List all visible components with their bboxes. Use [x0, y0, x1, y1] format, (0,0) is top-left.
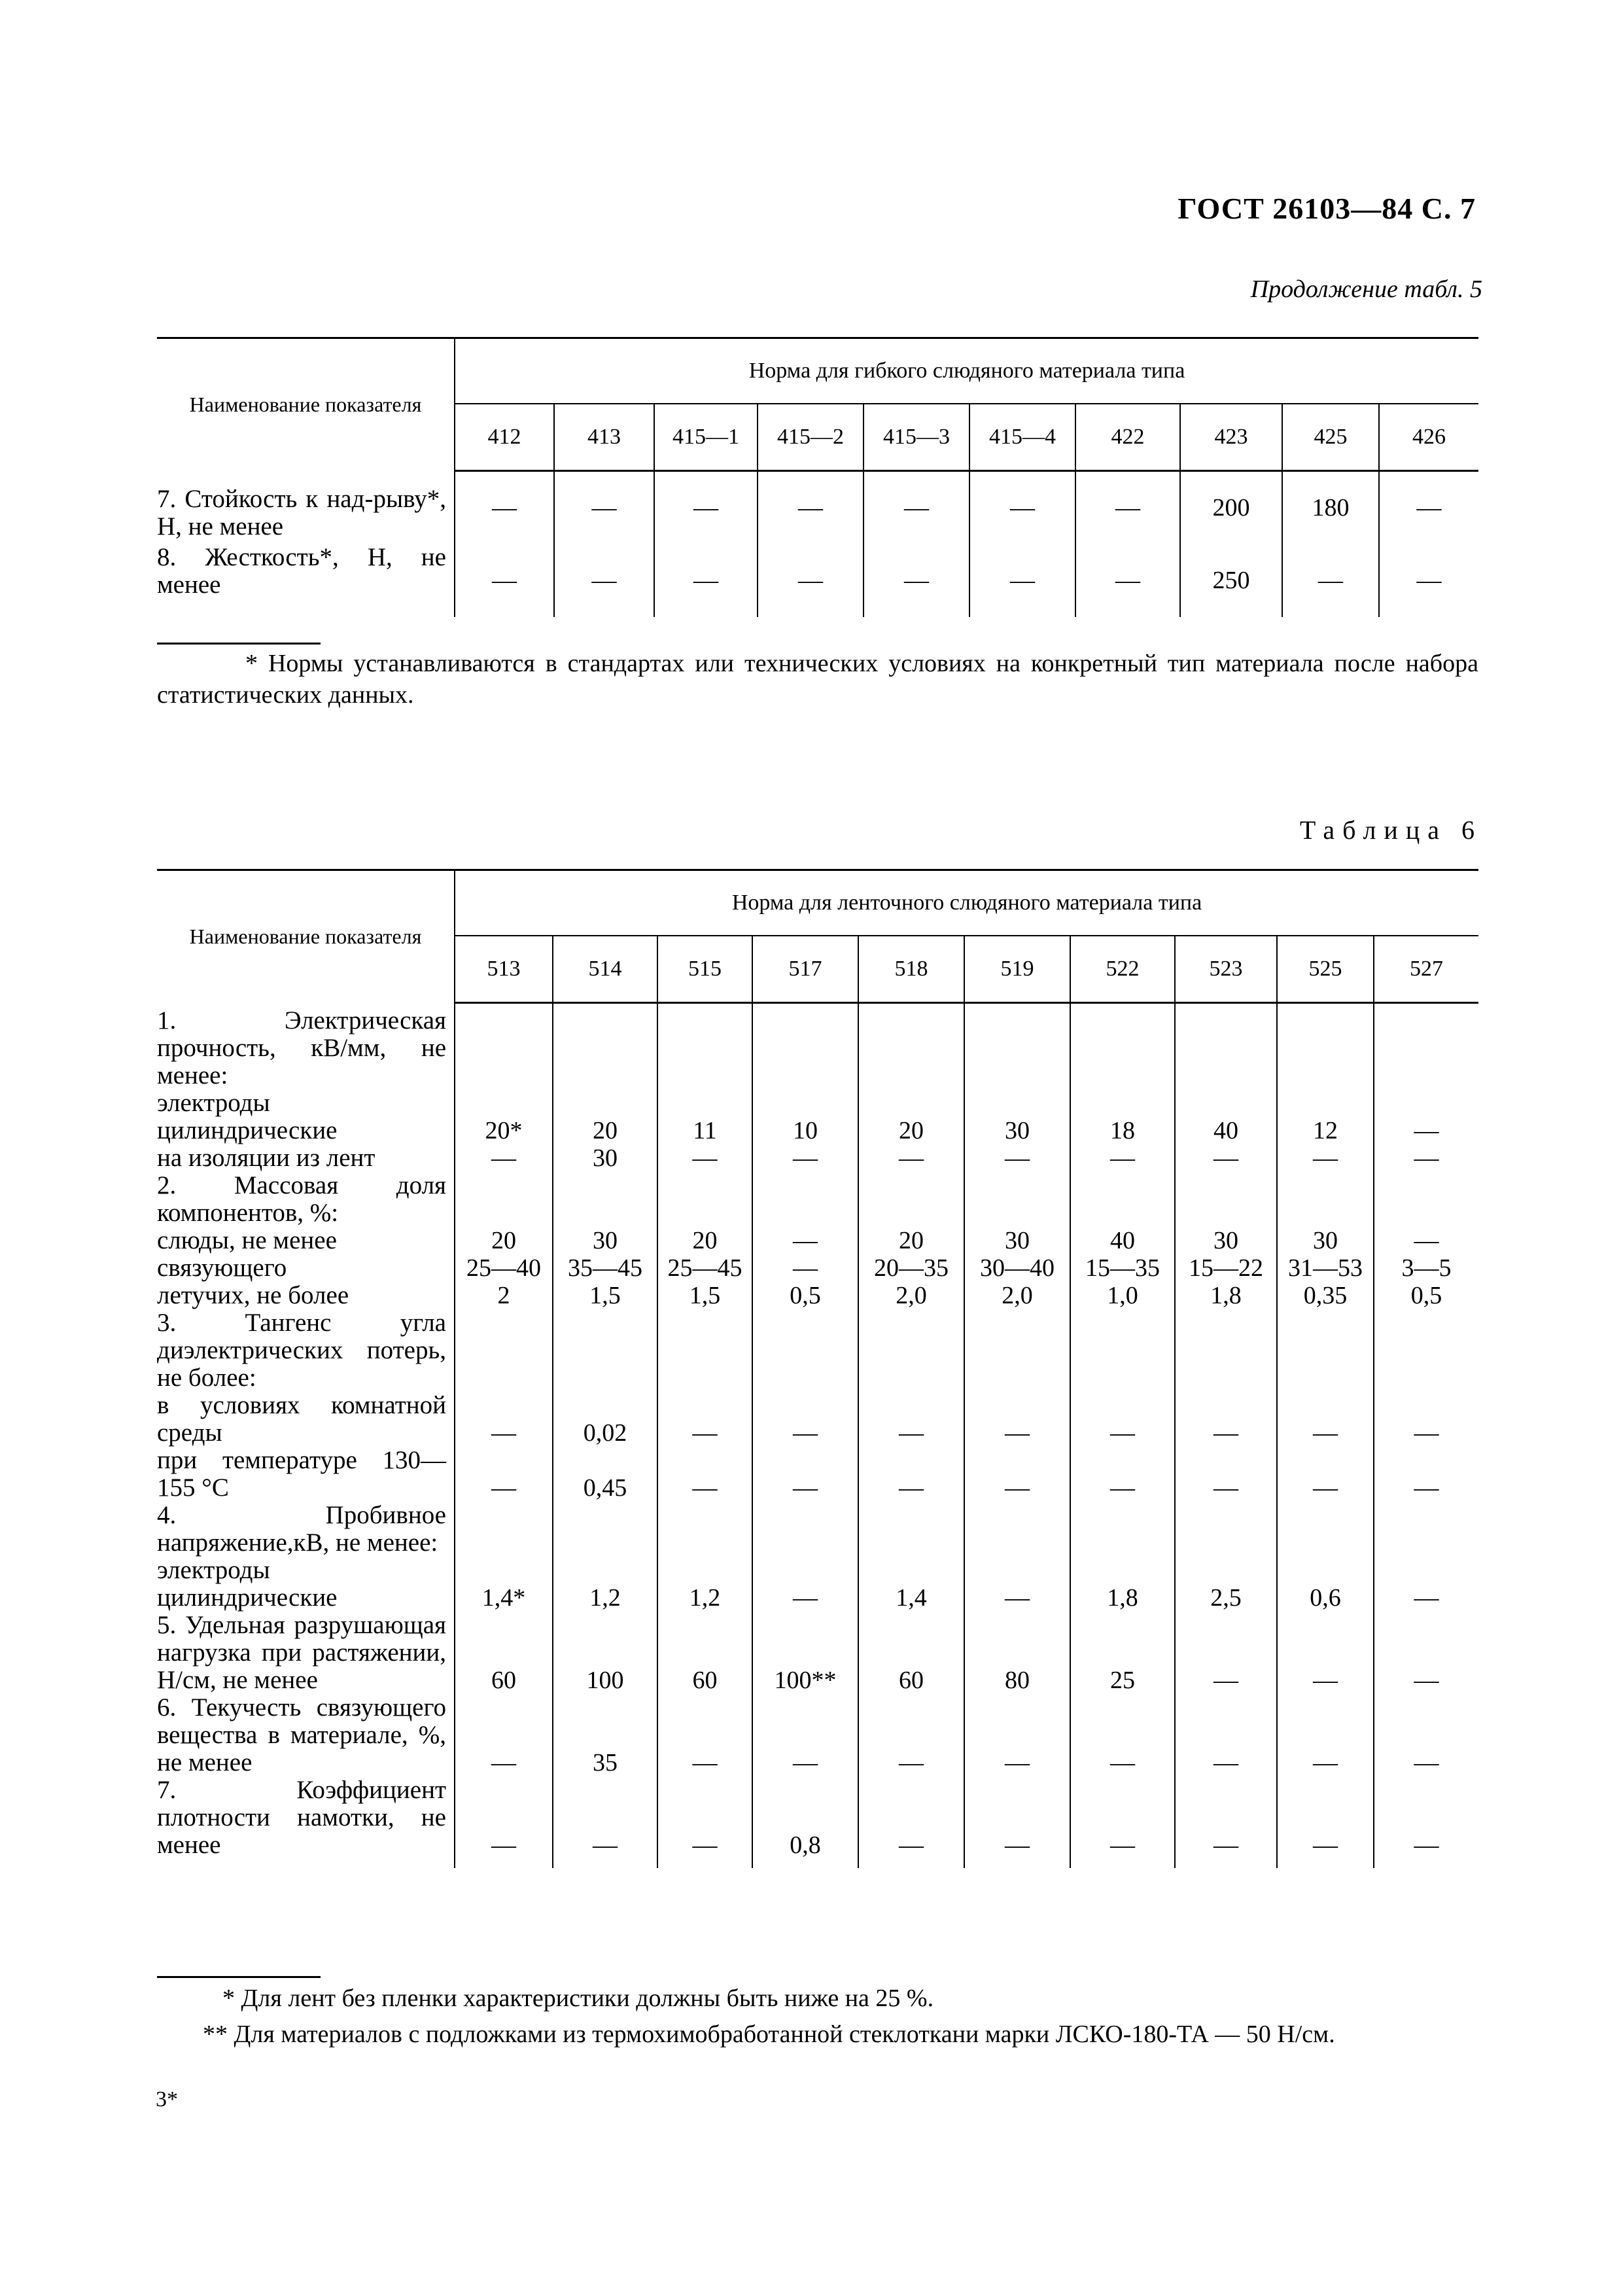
table-cell: 3—5: [1374, 1254, 1478, 1282]
table-cell: —: [657, 1447, 752, 1502]
footnote-divider: [157, 1976, 321, 1978]
table-cell-empty: [752, 1502, 858, 1557]
row-label: 5. Удельная разрушающая нагрузка при растяжении, Н/см, не менее: [157, 1610, 446, 1694]
table-cell: —: [752, 1447, 858, 1502]
table-cell: —: [1374, 1557, 1478, 1612]
row-label: 7. Стойкость к над-рыву*, Н, не менее: [157, 484, 446, 540]
column-header-norm: Норма для гибкого слюдяного материала типа: [455, 338, 1478, 404]
table-cell: —: [1277, 1447, 1374, 1502]
table-cell: 0,6: [1277, 1557, 1374, 1612]
table-cell: 30: [964, 1089, 1070, 1144]
table-cell: —: [758, 544, 864, 617]
table-cell: —: [964, 1694, 1070, 1776]
table-cell-empty: [1374, 1309, 1478, 1392]
table-cell: 0,5: [752, 1282, 858, 1309]
row-label: летучих, не более: [157, 1280, 349, 1309]
table-cell-empty: [1070, 1003, 1175, 1089]
table-cell-empty: [1070, 1309, 1175, 1392]
table-cell: —: [1374, 1227, 1478, 1254]
table-cell: 12: [1277, 1089, 1374, 1144]
column-code-header: 527: [1374, 936, 1478, 1003]
table-cell: —: [554, 471, 654, 544]
table-cell: —: [858, 1447, 964, 1502]
table-cell-empty: [657, 1309, 752, 1392]
table-cell: 1,2: [553, 1557, 657, 1612]
table-row: [157, 1089, 1478, 1144]
table-cell: —: [1075, 471, 1180, 544]
table-cell: 60: [455, 1612, 553, 1694]
table-cell: —: [1070, 1447, 1175, 1502]
table-cell: 0,02: [553, 1392, 657, 1447]
table-cell: 20*: [455, 1089, 553, 1144]
table-cell-empty: [858, 1502, 964, 1557]
table-cell: —: [964, 1392, 1070, 1447]
table-row: [157, 1282, 1478, 1309]
table-row: [157, 1254, 1478, 1282]
row-label: связующего: [157, 1253, 287, 1282]
column-code-header: 517: [752, 936, 858, 1003]
table-cell: —: [553, 1776, 657, 1868]
table-cell-empty: [553, 1003, 657, 1089]
table-cell: —: [654, 544, 758, 617]
table-cell: —: [1277, 1694, 1374, 1776]
column-code-header: 415—1: [654, 404, 758, 471]
table-cell: 1,8: [1175, 1282, 1277, 1309]
table-cell: 25—45: [657, 1254, 752, 1282]
table-cell-empty: [752, 1003, 858, 1089]
table-cell: —: [1175, 1392, 1277, 1447]
table-cell-empty: [1277, 1172, 1374, 1227]
table-cell: 2: [455, 1282, 553, 1309]
column-header-indicator: Наименование показателя: [157, 870, 455, 1003]
table-cell: 2,0: [858, 1282, 964, 1309]
table-cell: —: [455, 1447, 553, 1502]
table-cell: —: [1277, 1392, 1374, 1447]
table-cell: 60: [657, 1612, 752, 1694]
group-row: [157, 1309, 1478, 1392]
table-cell: 1,5: [657, 1282, 752, 1309]
table-cell: 0,35: [1277, 1282, 1374, 1309]
table-cell-empty: [553, 1502, 657, 1557]
table-cell: 15—35: [1070, 1254, 1175, 1282]
table-cell: —: [554, 544, 654, 617]
row-label: электроды цилиндрические: [157, 1088, 338, 1144]
table-cell-empty: [964, 1309, 1070, 1392]
table-cell: 2,5: [1175, 1557, 1277, 1612]
table-cell: 20: [858, 1227, 964, 1254]
column-code-header: 523: [1175, 936, 1277, 1003]
column-code-header: 413: [554, 404, 654, 471]
row-label: при температуре 130—155 °С: [157, 1445, 446, 1502]
table-cell: —: [969, 471, 1075, 544]
table-cell-empty: [964, 1172, 1070, 1227]
table-5-footnote: * Нормы устанавливаются в стандартах или технических условиях на конкретный тип материала после набора статистических данных.: [157, 650, 1478, 709]
table-cell-empty: [1070, 1502, 1175, 1557]
page-mark: 3*: [156, 2087, 178, 2111]
table-cell: 35—45: [553, 1254, 657, 1282]
table-row: [157, 1144, 1478, 1172]
table-cell: 30: [1175, 1227, 1277, 1254]
table-cell: —: [864, 471, 969, 544]
table-cell: 0,5: [1374, 1282, 1478, 1309]
table-cell-empty: [657, 1502, 752, 1557]
table-cell-empty: [455, 1003, 553, 1089]
table-row: [157, 1612, 1478, 1694]
column-code-header: 426: [1379, 404, 1478, 471]
table-cell: —: [964, 1776, 1070, 1868]
group-row: [157, 1502, 1478, 1557]
table-cell-empty: [455, 1309, 553, 1392]
table-cell: 1,0: [1070, 1282, 1175, 1309]
group-title: 1. Электрическая прочность, кВ/мм, не менее:: [157, 1006, 446, 1089]
table-cell: —: [1070, 1694, 1175, 1776]
table-5: [157, 337, 1478, 617]
group-title: 3. Тангенс угла диэлектрических потерь, не более:: [157, 1308, 446, 1392]
row-label: 6. Текучесть связующего вещества в материале, %, не менее: [157, 1693, 446, 1776]
table-cell: —: [969, 544, 1075, 617]
table-row: [157, 1557, 1478, 1612]
group-row: [157, 1003, 1478, 1089]
table-cell: —: [858, 1392, 964, 1447]
table-cell: —: [455, 544, 554, 617]
table-cell: —: [1374, 1776, 1478, 1868]
column-code-header: 415—4: [969, 404, 1075, 471]
table-cell: —: [858, 1776, 964, 1868]
table-cell: —: [864, 544, 969, 617]
table-cell: 25: [1070, 1612, 1175, 1694]
table-cell-empty: [752, 1172, 858, 1227]
table-row: [157, 471, 1478, 544]
table-cell-empty: [1374, 1502, 1478, 1557]
table-cell-empty: [858, 1003, 964, 1089]
footnote-divider: [157, 643, 321, 645]
table-cell-empty: [1374, 1172, 1478, 1227]
table-cell: 20: [858, 1089, 964, 1144]
column-code-header: 515: [657, 936, 752, 1003]
table-cell: 18: [1070, 1089, 1175, 1144]
column-code-header: 514: [553, 936, 657, 1003]
table-cell-empty: [657, 1003, 752, 1089]
table-cell: —: [1374, 1144, 1478, 1172]
table-continuation-label: Продолжение табл. 5: [1250, 275, 1482, 303]
column-code-header: 423: [1180, 404, 1282, 471]
table-cell-empty: [1277, 1309, 1374, 1392]
table-row: [157, 1776, 1478, 1868]
table-cell: 30: [553, 1227, 657, 1254]
table-cell: 1,8: [1070, 1557, 1175, 1612]
table-cell-empty: [964, 1502, 1070, 1557]
table-cell: 30: [1277, 1227, 1374, 1254]
table-cell: 200: [1180, 471, 1282, 544]
table-cell: —: [1282, 544, 1379, 617]
column-code-header: 519: [964, 936, 1070, 1003]
table-cell: —: [1374, 1612, 1478, 1694]
table-6-label: Таблица 6: [1299, 815, 1482, 845]
row-label: в условиях комнатной среды: [157, 1390, 446, 1447]
document-header: ГОСТ 26103—84 С. 7: [1178, 192, 1476, 225]
table-cell: —: [752, 1557, 858, 1612]
table-cell: 20: [553, 1089, 657, 1144]
column-code-header: 518: [858, 936, 964, 1003]
column-code-header: 412: [455, 404, 554, 471]
table-cell: —: [1374, 1392, 1478, 1447]
column-code-header: 525: [1277, 936, 1374, 1003]
table-cell: —: [964, 1557, 1070, 1612]
table-cell-empty: [858, 1309, 964, 1392]
table-row: [157, 1694, 1478, 1776]
table-cell-empty: [1277, 1502, 1374, 1557]
table-cell: —: [1175, 1144, 1277, 1172]
column-code-header: 415—3: [864, 404, 969, 471]
table-cell: —: [1379, 544, 1478, 617]
table-cell: —: [1374, 1447, 1478, 1502]
table-cell: 60: [858, 1612, 964, 1694]
table-cell-empty: [1374, 1003, 1478, 1089]
column-code-header: 415—2: [758, 404, 864, 471]
table-cell-empty: [1175, 1172, 1277, 1227]
table-cell: 30: [964, 1227, 1070, 1254]
table-cell: 100**: [752, 1612, 858, 1694]
table-row: [157, 1392, 1478, 1447]
table-cell: —: [657, 1392, 752, 1447]
table-cell: —: [758, 471, 864, 544]
table-row: [157, 1227, 1478, 1254]
column-code-header: 522: [1070, 936, 1175, 1003]
table-cell: 31—53: [1277, 1254, 1374, 1282]
table-cell-empty: [1175, 1003, 1277, 1089]
table-cell: 35: [553, 1694, 657, 1776]
column-header-norm: Норма для ленточного слюдяного материала типа: [455, 870, 1478, 936]
column-code-header: 513: [455, 936, 553, 1003]
table-cell: —: [657, 1776, 752, 1868]
table-cell: 10: [752, 1089, 858, 1144]
table-cell: —: [1277, 1612, 1374, 1694]
table-cell-empty: [1175, 1502, 1277, 1557]
table-cell: —: [657, 1144, 752, 1172]
table-cell-empty: [858, 1172, 964, 1227]
group-row: [157, 1172, 1478, 1227]
table-cell-empty: [1175, 1309, 1277, 1392]
table-cell: —: [455, 1392, 553, 1447]
table-cell: —: [1070, 1144, 1175, 1172]
row-label: слюды, не менее: [157, 1226, 337, 1254]
table-cell: —: [1075, 544, 1180, 617]
table-cell: —: [752, 1694, 858, 1776]
table-cell: —: [455, 1776, 553, 1868]
table-cell: —: [654, 471, 758, 544]
table-cell: —: [858, 1694, 964, 1776]
table-cell: 30—40: [964, 1254, 1070, 1282]
table-cell: 15—22: [1175, 1254, 1277, 1282]
table-cell-empty: [1277, 1003, 1374, 1089]
table-cell: —: [1374, 1694, 1478, 1776]
table-cell-empty: [657, 1172, 752, 1227]
table-cell: 0,45: [553, 1447, 657, 1502]
table-cell: 25—40: [455, 1254, 553, 1282]
table-6-footnote-1: * Для лент без пленки характеристики должны быть ниже на 25 %.: [222, 1985, 934, 2012]
row-label: электроды цилиндрические: [157, 1555, 338, 1612]
table-cell: 1,4*: [455, 1557, 553, 1612]
table-cell: 1,4: [858, 1557, 964, 1612]
table-cell: 40: [1070, 1227, 1175, 1254]
group-title: 2. Массовая доля компонентов, %:: [157, 1171, 446, 1227]
table-cell: —: [455, 1144, 553, 1172]
table-cell-empty: [553, 1309, 657, 1392]
table-cell: 1,2: [657, 1557, 752, 1612]
table-row: [157, 544, 1478, 617]
table-cell: —: [752, 1227, 858, 1254]
table-cell: —: [752, 1144, 858, 1172]
table-cell: —: [752, 1254, 858, 1282]
table-row: [157, 1447, 1478, 1502]
table-cell: —: [657, 1694, 752, 1776]
table-cell: 20—35: [858, 1254, 964, 1282]
table-cell: —: [1175, 1694, 1277, 1776]
table-cell: 180: [1282, 471, 1379, 544]
table-cell: 80: [964, 1612, 1070, 1694]
table-cell: —: [964, 1144, 1070, 1172]
table-cell: —: [455, 1694, 553, 1776]
table-cell: 0,8: [752, 1776, 858, 1868]
table-cell: —: [1175, 1776, 1277, 1868]
column-code-header: 422: [1075, 404, 1180, 471]
table-cell: —: [1175, 1447, 1277, 1502]
table-6: [157, 869, 1478, 1868]
table-cell: —: [1379, 471, 1478, 544]
table-cell: 100: [553, 1612, 657, 1694]
column-code-header: 425: [1282, 404, 1379, 471]
table-cell: —: [752, 1392, 858, 1447]
row-label: 7. Коэффициент плотности намотки, не менее: [157, 1775, 446, 1859]
group-title: 4. Пробивное напряжение,кВ, не менее:: [157, 1500, 446, 1557]
table-6-footnote-2: ** Для материалов с подложками из термохимобработанной стеклоткани марки ЛСКО-180-ТА — 50 Н/см.: [203, 2021, 1335, 2048]
table-cell: —: [1070, 1392, 1175, 1447]
column-header-indicator: Наименование показателя: [157, 338, 455, 471]
table-cell-empty: [455, 1172, 553, 1227]
table-cell: —: [455, 471, 554, 544]
table-cell: 20: [657, 1227, 752, 1254]
table-cell: 30: [553, 1144, 657, 1172]
table-cell: 11: [657, 1089, 752, 1144]
table-cell-empty: [964, 1003, 1070, 1089]
table-cell: —: [964, 1447, 1070, 1502]
table-cell: 1,5: [553, 1282, 657, 1309]
table-cell: 2,0: [964, 1282, 1070, 1309]
table-cell: —: [1175, 1612, 1277, 1694]
table-cell: —: [858, 1144, 964, 1172]
table-cell-empty: [455, 1502, 553, 1557]
table-cell: —: [1374, 1089, 1478, 1144]
table-cell: 40: [1175, 1089, 1277, 1144]
table-cell: —: [1277, 1776, 1374, 1868]
table-cell: 20: [455, 1227, 553, 1254]
table-cell: —: [1070, 1776, 1175, 1868]
table-cell-empty: [752, 1309, 858, 1392]
row-label: 8. Жесткость*, Н, не менее: [157, 543, 446, 599]
table-cell-empty: [553, 1172, 657, 1227]
table-cell: —: [1277, 1144, 1374, 1172]
table-cell: 250: [1180, 544, 1282, 617]
row-label: на изоляции из лент: [157, 1143, 375, 1172]
table-cell-empty: [1070, 1172, 1175, 1227]
